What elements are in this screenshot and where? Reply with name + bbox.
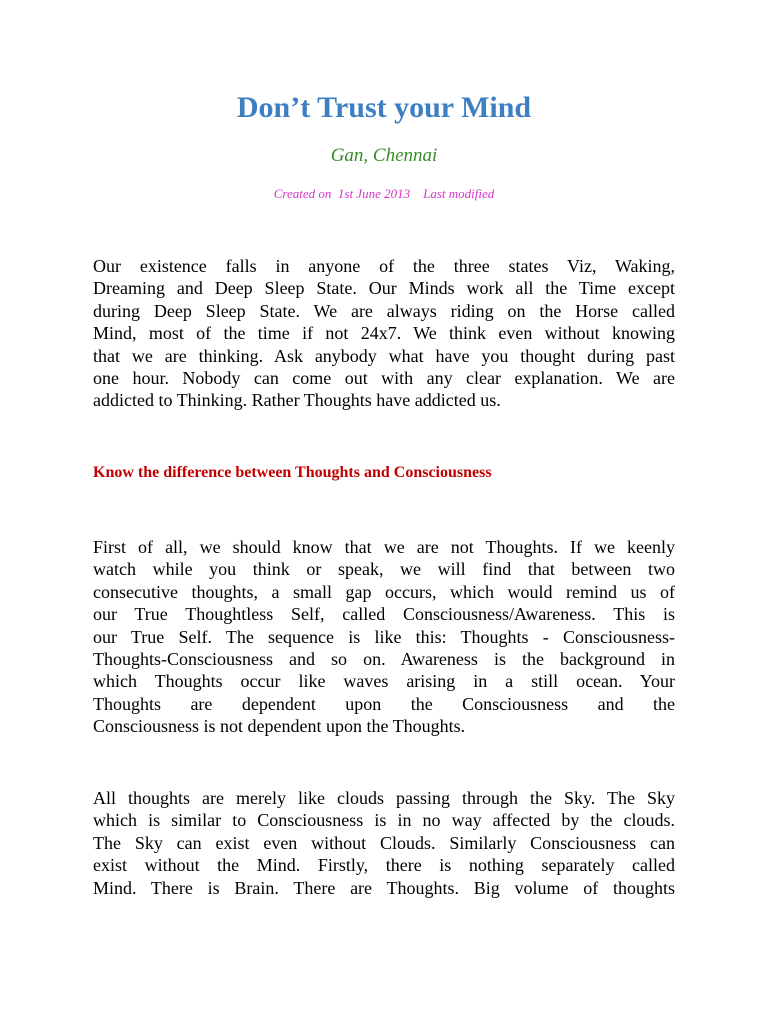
text-line: addicted to Thinking. Rather Thoughts have addicted us.: [93, 390, 501, 411]
document-meta: Created on 1st June 2013 Last modified: [273, 186, 495, 201]
text-line: Mind. There is Brain. There are Thoughts. Big volume of thoughts: [93, 877, 675, 898]
text-line: our True Self. The sequence is like this: Thoughts - Consciousness-: [93, 626, 675, 647]
text-line: that we are thinking. Ask anybody what have you thought during past: [93, 345, 675, 366]
paragraph-clouds: [93, 787, 675, 899]
text-line: Mind, most of the time if not 24x7. We think even without knowing: [93, 323, 675, 344]
text-line: exist without the Mind. Firstly, there is nothing separately called: [93, 855, 675, 876]
text-line: watch while you think or speak, we will find that between two: [93, 559, 675, 580]
text-line: All thoughts are merely like clouds passing through the Sky. The Sky: [93, 788, 675, 808]
text-line: during Deep Sleep State. We are always riding on the Horse called: [93, 300, 675, 321]
text-line: Our existence falls in anyone of the three states Viz, Waking,: [93, 256, 675, 276]
text-line: Thoughts are dependent upon the Consciousness and the: [93, 693, 675, 714]
section-heading: Know the difference between Thoughts and Consciousness: [93, 464, 492, 481]
text-line: First of all, we should know that we are not Thoughts. If we keenly: [93, 537, 675, 557]
paragraph-thoughts: [93, 536, 675, 738]
text-line: consecutive thoughts, a small gap occurs, which would remind us of: [93, 581, 675, 602]
text-line: our True Thoughtless Self, called Consciousness/Awareness. This is: [93, 604, 675, 625]
text-line: one hour. Nobody can come out with any clear explanation. We are: [93, 367, 675, 388]
text-line: Dreaming and Deep Sleep State. Our Minds work all the Time except: [93, 278, 675, 299]
paragraph-intro: [93, 255, 675, 412]
text-line: Thoughts-Consciousness and so on. Awareness is the background in: [93, 648, 675, 669]
document-title: Don’t Trust your Mind: [236, 91, 532, 124]
document-author: Gan, Chennai: [330, 145, 438, 166]
text-line: Consciousness is not dependent upon the Thoughts.: [93, 716, 466, 737]
text-line: The Sky can exist even without Clouds. Similarly Consciousness can: [93, 832, 675, 853]
text-line: which is similar to Consciousness is in no way affected by the clouds.: [93, 810, 675, 831]
text-line: which Thoughts occur like waves arising in a still ocean. Your: [93, 671, 675, 692]
